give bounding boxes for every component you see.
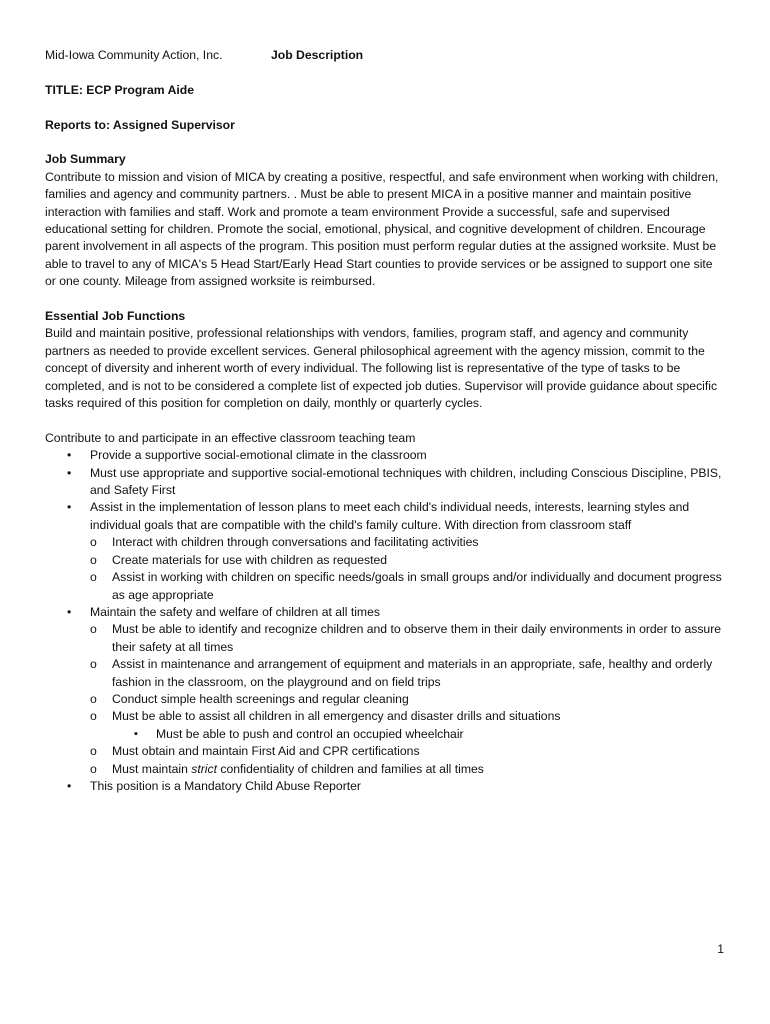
sub-list-item xyxy=(90,656,725,691)
sub-sub-list-item-text: Must be able to push and control an occupied wheelchair xyxy=(156,726,464,741)
sub-list-item-text: Must be able to assist all children in all emergency and disaster drills and situations xyxy=(112,709,561,724)
list-item-text: Provide a supportive social-emotional climate in the classroom xyxy=(90,448,427,463)
list-item xyxy=(45,604,725,778)
sub-list-item-text: Create materials for use with children as requested xyxy=(112,552,388,567)
sub-list-item xyxy=(90,621,725,656)
list-item-text: Must use appropriate and supportive social-emotional techniques with children, including Conscious Discipline, PBIS, and Safety First xyxy=(90,465,722,498)
sub-list-item xyxy=(90,743,725,760)
sub-list-item-text: Must obtain and maintain First Aid and CPR certifications xyxy=(112,744,420,759)
sub-list xyxy=(90,534,725,604)
job-summary-text: Contribute to mission and vision of MICA by creating a positive, respectful, and safe environment when working with children, families and agency and community partners. . Must be able to present MICA in a positive manner and maintain positive interaction with families and staff. Work and promote a team environment Provide a successful, safe and supervised educational setting for children. Promote the social, emotional, physical, and cognitive development of children. Encourage parent involvement in all aspects of the program. This position must perform regular duties at the assigned worksite. Must be able to travel to any of MICA's 5 Head Start/Early Head Start counties to provide services or be assigned to support one site or one county. Mileage from assigned worksite is reimbursed. xyxy=(45,169,719,289)
sub-list-item-text: Must maintain xyxy=(112,761,192,776)
sub-list-item xyxy=(90,552,725,569)
sub-sub-list-item xyxy=(134,726,725,743)
job-summary-heading: Job Summary xyxy=(45,152,126,167)
sub-list-item-text: Conduct simple health screenings and regular cleaning xyxy=(112,691,409,706)
list-item xyxy=(45,499,725,603)
teaching-team-intro: Contribute to and participate in an effective classroom teaching team xyxy=(45,430,416,445)
sub-list-item-text: Interact with children through conversations and facilitating activities xyxy=(112,535,479,550)
list-item-text: Assist in the implementation of lesson plans to meet each child's individual needs, interests, learning styles and individual goals that are compatible with the child's family culture. With direction from classroom staff xyxy=(90,500,690,532)
essential-functions-text: Build and maintain positive, professional relationships with vendors, families, program staff, and agency and community partners as needed to provide excellent services. General philosophical agreement with the agency mission, commit to the concept of diversity and inherent worth of every individual. The following list is representative of the type of tasks to be completed, and is not to be considered a complete list of expected job duties. Supervisor will provide guidance about specific tasks required of this position for completion on daily, monthly or quarterly cycles. xyxy=(45,326,718,411)
sub-list-item xyxy=(90,708,725,743)
organization-name: Mid-Iowa Community Action, Inc. xyxy=(45,48,223,62)
emphasis-text: strict xyxy=(191,761,217,776)
sub-sub-list xyxy=(134,726,725,743)
sub-list-item xyxy=(90,761,725,778)
sub-list-item-text: Assist in working with children on specific needs/goals in small groups and/or individually and document progress as age appropriate xyxy=(112,570,722,602)
job-title: TITLE: ECP Program Aide xyxy=(45,82,194,97)
list-item xyxy=(45,465,725,500)
reports-to: Reports to: Assigned Supervisor xyxy=(45,117,235,132)
page-number: 1 xyxy=(717,942,724,956)
sub-list xyxy=(90,621,725,778)
sub-list-item xyxy=(90,691,725,708)
document-header xyxy=(45,47,725,64)
list-item-text: Maintain the safety and welfare of children at all times xyxy=(90,604,380,619)
sub-list-item-text: Must be able to identify and recognize children and to observe them in their daily environments in order to assure their safety at all times xyxy=(112,622,722,654)
sub-list-item-text: Assist in maintenance and arrangement of equipment and materials in an appropriate, safe, healthy and orderly fashion in the classroom, on the playground and on field trips xyxy=(112,657,713,689)
duties-list xyxy=(45,447,725,795)
essential-functions-heading: Essential Job Functions xyxy=(45,309,186,324)
document-type: Job Description xyxy=(271,48,364,62)
sub-list-item-text: confidentiality of children and families at all times xyxy=(216,761,484,776)
document-body xyxy=(45,47,725,795)
list-item xyxy=(45,447,725,464)
sub-list-item xyxy=(90,569,725,604)
list-item-text: This position is a Mandatory Child Abuse Reporter xyxy=(90,778,361,793)
sub-list-item xyxy=(90,534,725,551)
list-item xyxy=(45,778,725,795)
